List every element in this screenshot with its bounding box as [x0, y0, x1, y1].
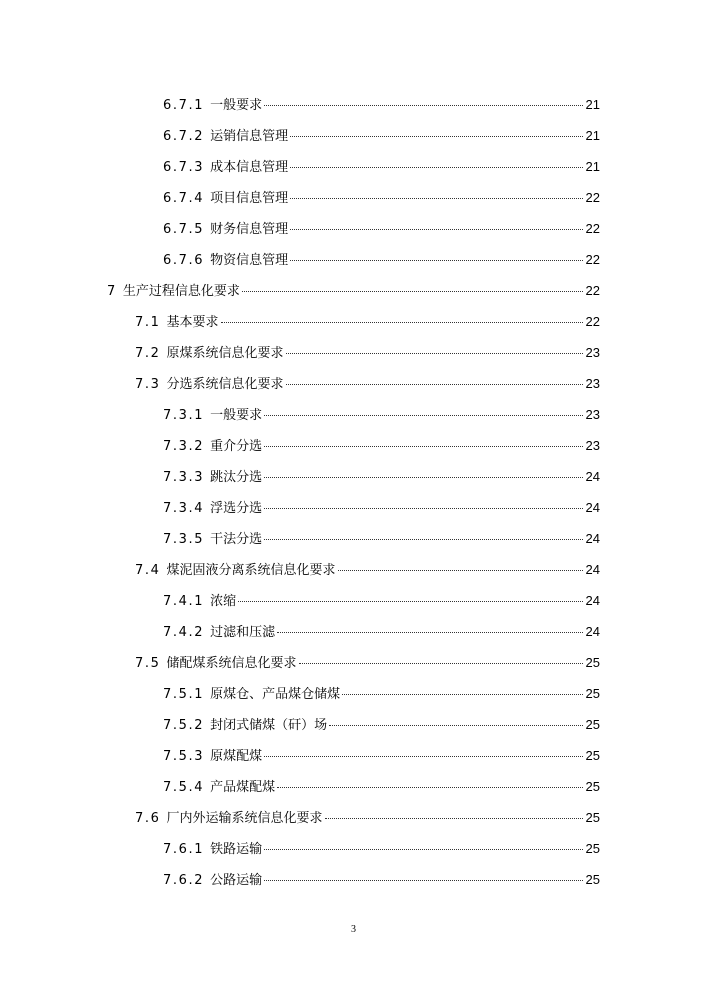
dot-leader [221, 322, 583, 323]
toc-entry[interactable] [0, 803, 707, 834]
toc-entry-number: 7.3.1 [163, 408, 205, 423]
toc-entry[interactable] [0, 152, 707, 183]
toc-entry-page: 25 [585, 686, 600, 701]
toc-entry-title: 重介分选 [210, 439, 263, 454]
toc-entry-title: 储配煤系统信息化要求 [166, 656, 297, 671]
toc-entry-number: 7.5.3 [163, 749, 205, 764]
toc-entry-page: 24 [585, 562, 600, 577]
toc-entry[interactable] [0, 493, 707, 524]
toc-entry-page: 24 [585, 500, 600, 515]
toc-entry-title: 浓缩 [210, 594, 237, 609]
toc-entry-number: 7.4 [135, 563, 161, 578]
toc-entry-title: 原煤仓、产品煤仓储煤 [210, 687, 341, 702]
dot-leader [342, 694, 582, 695]
table-of-contents [0, 90, 707, 896]
toc-entry-page: 22 [585, 190, 600, 205]
toc-entry-page: 25 [585, 748, 600, 763]
toc-entry-number: 6.7.6 [163, 253, 205, 268]
toc-entry-title: 财务信息管理 [210, 222, 289, 237]
dot-leader [264, 756, 582, 757]
toc-entry-title: 基本要求 [166, 315, 219, 330]
toc-entry[interactable] [0, 90, 707, 121]
toc-entry[interactable] [0, 617, 707, 648]
dot-leader [264, 508, 582, 509]
dot-leader [290, 136, 582, 137]
toc-entry[interactable] [0, 400, 707, 431]
toc-entry-title: 铁路运输 [210, 842, 263, 857]
toc-entry[interactable] [0, 648, 707, 679]
toc-entry-number: 6.7.4 [163, 191, 205, 206]
toc-entry-page: 25 [585, 841, 600, 856]
toc-entry-title: 生产过程信息化要求 [122, 284, 240, 299]
toc-entry-page: 22 [585, 283, 600, 298]
dot-leader [290, 260, 582, 261]
toc-entry-page: 23 [585, 345, 600, 360]
dot-leader [264, 477, 582, 478]
dot-leader [264, 539, 582, 540]
toc-entry-page: 24 [585, 531, 600, 546]
toc-entry-number: 7.5.1 [163, 687, 205, 702]
toc-entry-number: 7.5 [135, 656, 161, 671]
toc-entry-number: 7.1 [135, 315, 161, 330]
toc-entry-number: 6.7.2 [163, 129, 205, 144]
toc-entry-page: 23 [585, 438, 600, 453]
toc-entry-number: 7.2 [135, 346, 161, 361]
toc-entry[interactable] [0, 679, 707, 710]
toc-entry-title: 分选系统信息化要求 [166, 377, 284, 392]
toc-entry-title: 浮选分选 [210, 501, 263, 516]
toc-entry-number: 7.3.5 [163, 532, 205, 547]
toc-entry-title: 一般要求 [210, 98, 263, 113]
toc-entry-number: 7.6 [135, 811, 161, 826]
toc-entry[interactable] [0, 524, 707, 555]
toc-entry[interactable] [0, 462, 707, 493]
toc-entry-number: 7.5.2 [163, 718, 205, 733]
toc-entry[interactable] [0, 710, 707, 741]
toc-entry[interactable] [0, 121, 707, 152]
dot-leader [286, 353, 583, 354]
toc-entry-number: 7.6.1 [163, 842, 205, 857]
toc-entry-number: 7.3.4 [163, 501, 205, 516]
toc-entry-page: 21 [585, 159, 600, 174]
toc-entry[interactable] [0, 214, 707, 245]
toc-entry-page: 22 [585, 314, 600, 329]
dot-leader [264, 446, 582, 447]
toc-entry-page: 21 [585, 128, 600, 143]
toc-entry-page: 25 [585, 810, 600, 825]
toc-entry-number: 7.3.2 [163, 439, 205, 454]
dot-leader [299, 663, 583, 664]
toc-entry-title: 运销信息管理 [210, 129, 289, 144]
page-number: 3 [351, 924, 356, 935]
toc-entry-title: 跳汰分选 [210, 470, 263, 485]
toc-entry-page: 23 [585, 407, 600, 422]
toc-entry-page: 23 [585, 376, 600, 391]
dot-leader [277, 632, 582, 633]
toc-entry-title: 公路运输 [210, 873, 263, 888]
dot-leader [264, 105, 582, 106]
toc-entry-number: 6.7.1 [163, 98, 205, 113]
toc-entry-title: 过滤和压滤 [210, 625, 276, 640]
toc-entry-title: 原煤系统信息化要求 [166, 346, 284, 361]
dot-leader [290, 229, 582, 230]
toc-entry[interactable] [0, 245, 707, 276]
toc-entry-title: 成本信息管理 [210, 160, 289, 175]
toc-entry-page: 24 [585, 593, 600, 608]
toc-entry-title: 产品煤配煤 [210, 780, 276, 795]
toc-entry-page: 25 [585, 717, 600, 732]
toc-entry[interactable] [0, 307, 707, 338]
toc-entry-number: 6.7.3 [163, 160, 205, 175]
dot-leader [242, 291, 583, 292]
toc-entry-page: 25 [585, 872, 600, 887]
toc-entry[interactable] [0, 741, 707, 772]
dot-leader [264, 415, 582, 416]
dot-leader [264, 880, 582, 881]
toc-entry-title: 项目信息管理 [210, 191, 289, 206]
toc-entry-number: 7.3 [135, 377, 161, 392]
toc-entry-title: 煤泥固液分离系统信息化要求 [166, 563, 336, 578]
toc-entry-page: 24 [585, 469, 600, 484]
toc-entry[interactable] [0, 369, 707, 400]
dot-leader [238, 601, 582, 602]
toc-entry[interactable] [0, 586, 707, 617]
toc-entry[interactable] [0, 431, 707, 462]
dot-leader [277, 787, 582, 788]
toc-entry-page: 24 [585, 624, 600, 639]
toc-entry[interactable] [0, 555, 707, 586]
toc-entry-number: 6.7.5 [163, 222, 205, 237]
dot-leader [264, 849, 582, 850]
toc-entry-title: 厂内外运输系统信息化要求 [166, 811, 323, 826]
toc-entry-number: 7.5.4 [163, 780, 205, 795]
dot-leader [329, 725, 582, 726]
dot-leader [325, 818, 583, 819]
dot-leader [338, 570, 583, 571]
toc-entry[interactable] [0, 834, 707, 865]
toc-entry-page: 21 [585, 97, 600, 112]
toc-entry-title: 干法分选 [210, 532, 263, 547]
toc-entry[interactable] [0, 183, 707, 214]
toc-entry[interactable] [0, 276, 707, 307]
toc-entry-page: 22 [585, 221, 600, 236]
dot-leader [290, 198, 582, 199]
toc-entry[interactable] [0, 338, 707, 369]
toc-entry-page: 25 [585, 655, 600, 670]
toc-entry-title: 一般要求 [210, 408, 263, 423]
dot-leader [286, 384, 583, 385]
toc-entry-page: 22 [585, 252, 600, 267]
dot-leader [290, 167, 582, 168]
toc-entry[interactable] [0, 772, 707, 803]
toc-entry-title: 原煤配煤 [210, 749, 263, 764]
toc-entry-title: 封闭式储煤（矸）场 [210, 718, 328, 733]
toc-entry-title: 物资信息管理 [210, 253, 289, 268]
toc-entry-number: 7.4.1 [163, 594, 205, 609]
toc-entry-number: 7.4.2 [163, 625, 205, 640]
toc-entry[interactable] [0, 865, 707, 896]
toc-entry-page: 25 [585, 779, 600, 794]
toc-entry-number: 7.3.3 [163, 470, 205, 485]
toc-entry-number: 7 [107, 284, 117, 299]
toc-entry-number: 7.6.2 [163, 873, 205, 888]
